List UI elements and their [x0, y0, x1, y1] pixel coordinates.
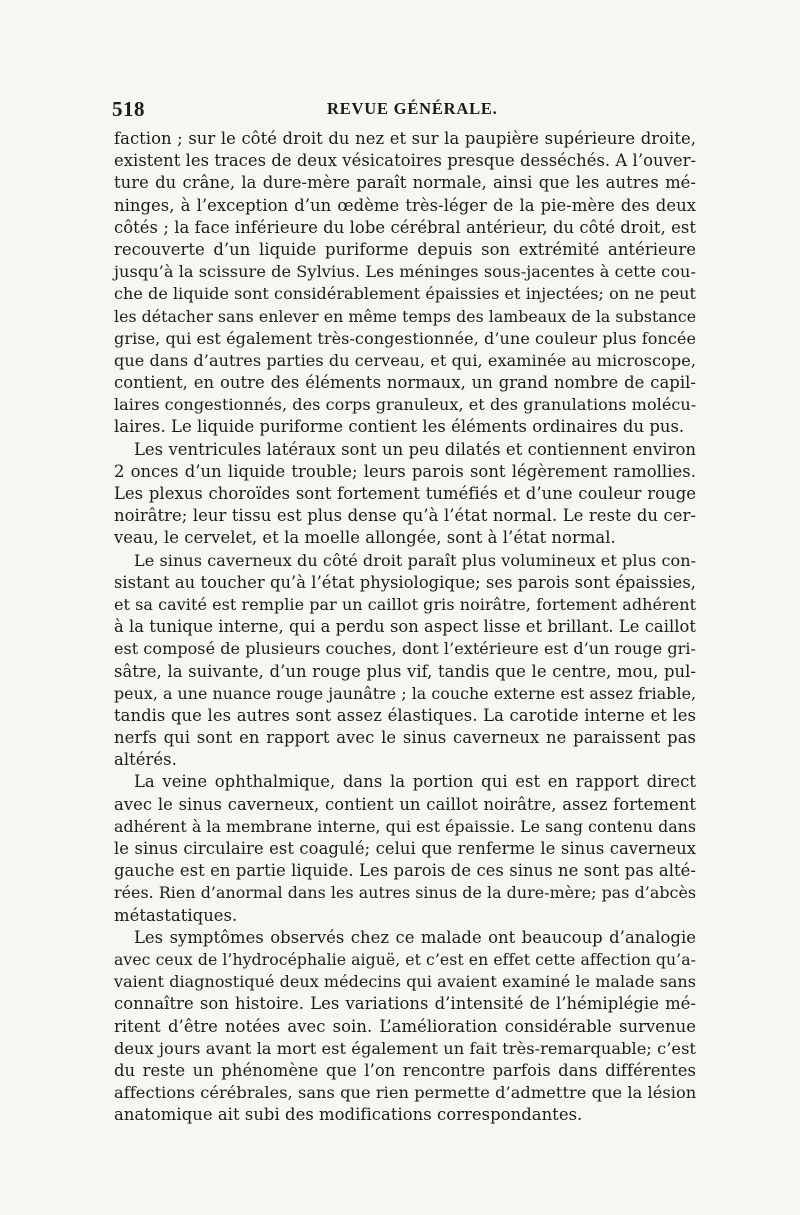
- text-line: sistant au toucher qu’à l’état physiologique; ses parois sont épaissies,: [114, 572, 696, 592]
- page-header: [112, 97, 697, 121]
- text-line: ture du crâne, la dure-mère paraît normale, ainsi que les autres mé-: [114, 173, 696, 193]
- text-line: et sa cavité est remplie par un caillot gris noirâtre, fortement adhérent: [114, 594, 697, 614]
- text-line: altérés.: [114, 750, 177, 770]
- text-line: 2 onces d’un liquide trouble; leurs parois sont légèrement ramollies.: [114, 461, 696, 481]
- text-line: laires. Le liquide puriforme contient les éléments ordinaires du pus.: [114, 417, 685, 437]
- text-line: Les ventricules latéraux sont un peu dilatés et contiennent environ: [134, 439, 696, 459]
- body-text: [114, 128, 696, 1126]
- text-line: avec ceux de l’hydrocéphalie aiguë, et c’est en effet cette affection qu’a-: [114, 949, 696, 969]
- text-line: à la tunique interne, qui a perdu son aspect lisse et brillant. Le caillot: [114, 617, 696, 637]
- text-line: anatomique ait subi des modifications correspondantes.: [114, 1105, 583, 1125]
- text-line: veau, le cervelet, et la moelle allongée, sont à l’état normal.: [114, 528, 616, 548]
- running-head: REVUE GÉNÉRALE.: [327, 99, 498, 118]
- page-number: 518: [112, 97, 145, 121]
- text-line: le sinus circulaire est coagulé; celui que renferme le sinus caverneux: [114, 839, 696, 858]
- text-line: contient, en outre des éléments normaux, un grand nombre de capil-: [114, 373, 696, 393]
- text-line: adhérent à la membrane interne, qui est épaissie. Le sang contenu dans: [114, 816, 696, 836]
- text-line: est composé de plusieurs couches, dont l’extérieure est d’un rouge gri-: [114, 639, 696, 659]
- text-line: vaient diagnostiqué deux médecins qui avaient examiné le malade sans: [114, 972, 696, 992]
- text-line: faction ; sur le côté droit du nez et sur la paupière supérieure droite,: [114, 129, 696, 148]
- text-line: che de liquide sont considérablement épaissies et injectées; on ne peut: [114, 284, 696, 304]
- text-line: gauche est en partie liquide. Les parois de ces sinus ne sont pas alté-: [114, 861, 696, 881]
- text-line: métastatiques.: [114, 905, 238, 925]
- text-line: connaître son histoire. Les variations d’intensité de l’hémiplégie mé-: [114, 994, 696, 1014]
- text-line: nerfs qui sont en rapport avec le sinus caverneux ne paraissent pas: [114, 728, 696, 748]
- text-line: les détacher sans enlever en même temps des lambeaux de la substance: [114, 306, 697, 326]
- text-line: deux jours avant la mort est également un fait très-remarquable; c’est: [114, 1038, 696, 1058]
- text-line: avec le sinus caverneux, contient un caillot noirâtre, assez fortement: [114, 794, 696, 814]
- text-line: Les symptômes observés chez ce malade ont beaucoup d’analogie: [134, 927, 696, 947]
- text-line: noirâtre; leur tissu est plus dense qu’à l’état normal. Le reste du cer-: [114, 506, 696, 526]
- text-line: Le sinus caverneux du côté droit paraît plus volumineux et plus con-: [134, 550, 697, 570]
- text-line: que dans d’autres parties du cerveau, et qui, examinée au microscope,: [114, 350, 696, 370]
- text-line: laires congestionnés, des corps granuleux, et des granulations molécu-: [114, 395, 697, 415]
- text-line: rées. Rien d’anormal dans les autres sinus de la dure-mère; pas d’abcès: [114, 883, 697, 903]
- text-line: ninges, à l’exception d’un œdème très-léger de la pie-mère des deux: [114, 195, 696, 215]
- text-line: Les plexus choroïdes sont fortement tuméfiés et d’une couleur rouge: [114, 484, 696, 503]
- text-line: recouverte d’un liquide puriforme depuis son extrémité antérieure: [114, 239, 696, 259]
- text-line: affections cérébrales, sans que rien permette d’admettre que la lésion: [114, 1083, 697, 1103]
- text-line: grise, qui est également très-congestionnée, d’une couleur plus foncée: [114, 328, 697, 348]
- text-line: existent les traces de deux vésicatoires presque desséchés. A l’ouver-: [114, 151, 697, 171]
- text-line: ritent d’être notées avec soin. L’amélioration considérable survenue: [114, 1016, 696, 1036]
- text-line: sâtre, la suivante, d’un rouge plus vif, tandis que le centre, mou, pul-: [114, 661, 696, 681]
- text-line: peux, a une nuance rouge jaunâtre ; la couche externe est assez friable,: [114, 683, 697, 703]
- text-line: du reste un phénomène que l’on rencontre parfois dans différentes: [114, 1060, 696, 1080]
- text-line: côtés ; la face inférieure du lobe cérébral antérieur, du côté droit, est: [114, 217, 696, 237]
- text-line: La veine ophthalmique, dans la portion qui est en rapport direct: [134, 772, 696, 792]
- text-line: jusqu’à la scissure de Sylvius. Les méninges sous-jacentes à cette cou-: [114, 262, 696, 282]
- text-line: tandis que les autres sont assez élastiques. La carotide interne et les: [114, 705, 696, 725]
